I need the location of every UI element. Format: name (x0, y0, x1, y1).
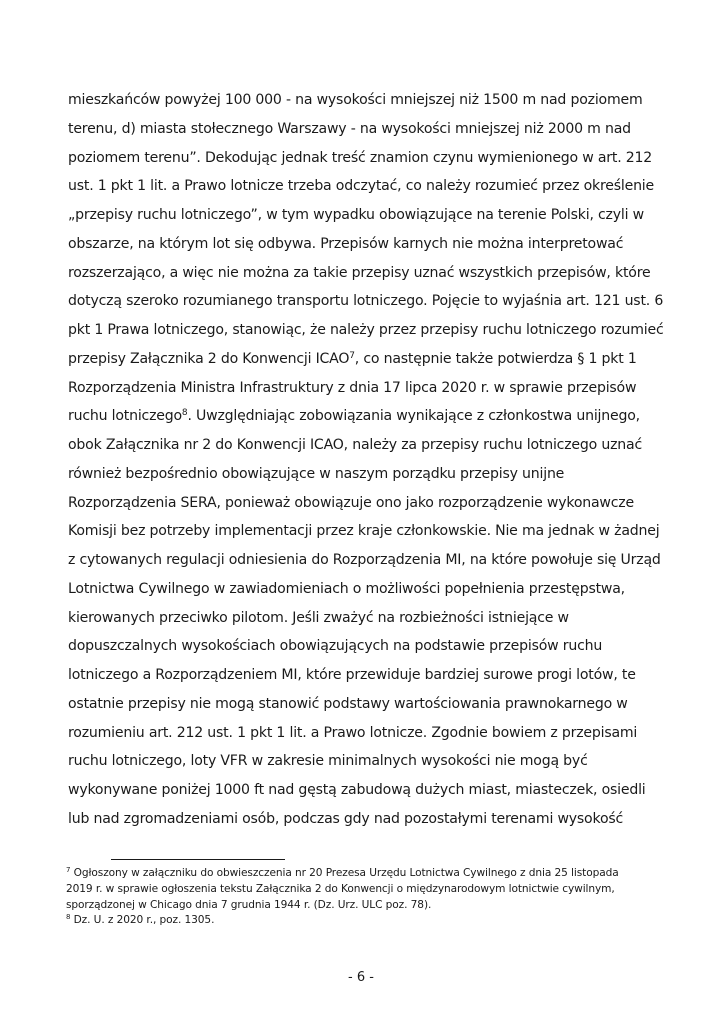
text-line: kierowanych przeciwko pilotom. Jeśli zważyć na rozbieżności istniejące w (68, 609, 569, 626)
text-line: dotyczą szeroko rozumianego transportu lotniczego. Pojęcie to wyjaśnia art. 121 ust. 6 (68, 293, 664, 310)
text-line (68, 345, 663, 374)
text-line: obok Załącznika nr 2 do Konwencji ICAO, należy za przepisy ruchu lotniczego uznać (68, 437, 642, 453)
text-line: terenu, d) miasta stołecznego Warszawy - na wysokości mniejszej niż 2000 m nad (68, 120, 631, 137)
text-line: lotniczego a Rozporządzeniem MI, które przewiduje bardziej surowe progi lotów, te (68, 667, 636, 683)
text-line: pkt 1 Prawa lotniczego, stanowiąc, że należy przez przepisy ruchu lotniczego rozumieć (68, 322, 664, 338)
text-line: ruchu lotniczego, loty VFR w zakresie minimalnych wysokości nie mogą być (68, 753, 588, 770)
text-line: „przepisy ruchu lotniczego”, w tym wypadku obowiązujące na terenie Polski, czyli w (68, 207, 644, 223)
page-number: - 6 - (348, 970, 374, 985)
text-line: wykonywane poniżej 1000 ft nad gęstą zabudową dużych miast, miasteczek, osiedli (68, 782, 646, 798)
text-line: poziomem terenu”. Dekodując jednak treść znamion czynu wymienionego w art. 212 (68, 149, 653, 166)
text-line: ust. 1 pkt 1 lit. a Prawo lotnicze trzeba odczytać, co należy rozumieć przez określenie (68, 178, 654, 195)
text-line: ostatnie przepisy nie mogą stanowić podstawy wartościowania prawnokarnego w (68, 695, 628, 712)
footnote-7 (66, 866, 666, 882)
text-line: również bezpośrednio obowiązujące w naszym porządku przepisy unijne (68, 465, 565, 482)
text-segment: przepisy Załącznika 2 do Konwencji ICAO (68, 350, 350, 367)
text-segment: ruchu lotniczego (68, 408, 182, 425)
text-line: z cytowanych regulacji odniesienia do Rozporządzenia MI, na które powołuje się Urząd (68, 552, 661, 568)
footnote-separator (111, 859, 285, 860)
footnote-ref-7[interactable]: 7 (349, 350, 355, 361)
text-segment: , co następnie także potwierdza § 1 pkt 1 (354, 350, 637, 367)
text-line (68, 402, 663, 431)
text-line: obszarze, na którym lot się odbywa. Przepisów karnych nie można interpretować (68, 235, 624, 252)
footnote-marker: 7 (66, 866, 71, 874)
text-line: dopuszczalnych wysokościach obowiązujących na podstawie przepisów ruchu (68, 638, 603, 655)
footnote-text: Ogłoszony w załączniku do obwieszczenia nr 20 Prezesa Urzędu Lotnictwa Cywilnego z dnia 25 listopada (70, 867, 619, 879)
text-line: Komisji bez potrzeby implementacji przez kraje członkowskie. Nie ma jednak w żadnej (68, 523, 660, 540)
text-line: rozszerzająco, a więc nie można za takie przepisy uznać wszystkich przepisów, które (68, 264, 651, 281)
text-line: mieszkańców powyżej 100 000 - na wysokości mniejszej niż 1500 m nad poziomem (68, 92, 643, 108)
footnotes (66, 866, 666, 929)
text-line: Rozporządzenia SERA, ponieważ obowiązuje ono jako rozporządzenie wykonawcze (68, 494, 634, 511)
footnote-line: sporządzonej w Chicago dnia 7 grudnia 1944 r. (Dz. Urz. ULC poz. 78). (66, 898, 432, 911)
footnote-8 (66, 913, 666, 929)
footnote-marker: 8 (66, 913, 71, 922)
text-segment: . Uwzględniając zobowiązania wynikające z członkostwa unijnego, (187, 408, 640, 425)
text-line: Rozporządzenia Ministra Infrastruktury z dnia 17 lipca 2020 r. w sprawie przepisów (68, 379, 637, 396)
footnote-text: Dz. U. z 2020 r., poz. 1305. (70, 914, 215, 927)
footnote-line: 2019 r. w sprawie ogłoszenia tekstu Załącznika 2 do Konwencji o międzynarodowym lotnictwie cywilnym, (66, 882, 615, 895)
text-line: Lotnictwa Cywilnego w zawiadomieniach o możliwości popełnienia przestępstwa, (68, 580, 625, 597)
body-text (68, 86, 663, 834)
text-line: lub nad zgromadzeniami osób, podczas gdy nad pozostałymi terenami wysokość (68, 810, 624, 827)
text-line: rozumieniu art. 212 ust. 1 pkt 1 lit. a Prawo lotnicze. Zgodnie bowiem z przepisami (68, 724, 638, 741)
footnote-ref-8[interactable]: 8 (181, 408, 188, 419)
